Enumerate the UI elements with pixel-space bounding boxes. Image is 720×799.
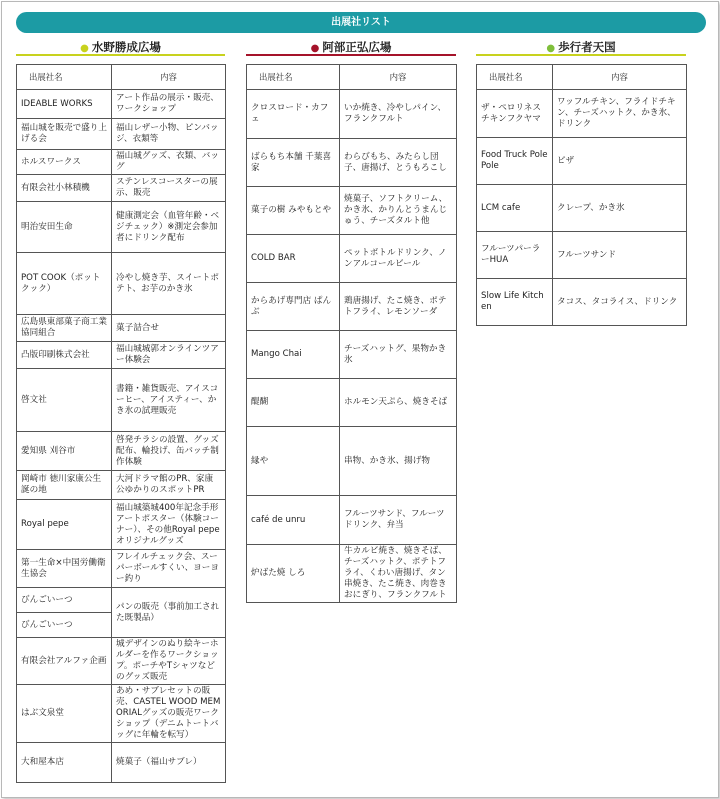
exhibitor-name: からあげ専門店 ぱんぶ [247, 283, 340, 331]
exhibitor-name: IDEABLE WORKS [17, 90, 112, 119]
exhibitor-name: 凸版印刷株式会社 [17, 342, 112, 369]
exhibitor-name: LCM cafe [477, 185, 553, 232]
exhibitor-name: POT COOK（ポット クック） [17, 253, 112, 315]
table-row [17, 369, 226, 432]
exhibit-content: あめ・サブレセットの販売、CASTEL WOOD MEMORIALグッズの販売ワークショップ（デニムトートバッグに年輪を転写） [112, 685, 226, 743]
exhibit-content: 城デザインのぬり絵キーホルダーを作るワークショップ。ポーチやTシャツなどのグッズ販売 [112, 638, 226, 685]
bullet-dot-icon: ● [546, 43, 556, 54]
exhibitor-name: 炉ばた焼 しろ [247, 545, 340, 603]
exhibitor-name: 菓子の樹 みやもとや [247, 187, 340, 235]
exhibit-content: 串物、かき氷、揚げ物 [340, 427, 457, 496]
table-row [17, 175, 226, 202]
exhibit-content: ペットボトルドリンク、ノンアルコールビール [340, 235, 457, 283]
exhibitor-name: Slow Life Kitchen [477, 279, 553, 326]
table-row [17, 432, 226, 471]
table-row [247, 187, 457, 235]
table-row [477, 90, 687, 138]
exhibit-content: パンの販売（事前加工された既製品） [112, 588, 226, 638]
exhibit-content: 福山レザー小物、ピンバッジ、衣類等 [112, 119, 226, 150]
exhibitor-name: ばらもち本舗 千葉喜家 [247, 139, 340, 187]
exhibitor-name: 有限会社小林積機 [17, 175, 112, 202]
exhibit-content: 牛カルビ焼き、焼きそば、チーズハットク、ポテトフライ、くわい唐揚げ、タン串焼き、たこ焼き、肉巻きおにぎり、フランクフルト [340, 545, 457, 603]
area-column-pedestrian [476, 39, 686, 326]
heading-underline [476, 54, 686, 56]
exhibitor-name: 縁や [247, 427, 340, 496]
table-row [247, 427, 457, 496]
exhibit-content: 冷やし焼き芋、スイートポテト、お芋のかき氷 [112, 253, 226, 315]
exhibit-content: 焼菓子（福山サブレ） [112, 743, 226, 783]
header-exhibitor-name: 出展社名 [247, 65, 340, 90]
exhibitor-name: Mango Chai [247, 331, 340, 379]
exhibitor-name: 広島県東部菓子商工業協同組合 [17, 315, 112, 342]
exhibitor-name: 福山城を販売で盛り上げる会 [17, 119, 112, 150]
exhibit-content: フルーツサンド、フルーツドリンク、弁当 [340, 496, 457, 545]
exhibitor-name: 有限会社アルファ企画 [17, 638, 112, 685]
exhibit-content: ホルモン天ぷら、焼きそば [340, 379, 457, 427]
table-row [247, 235, 457, 283]
exhibitor-name: ホルスワークス [17, 150, 112, 175]
exhibitor-name: Food Truck Pole Pole [477, 138, 553, 185]
area-name: 阿部正弘広場 [322, 40, 392, 54]
exhibit-content: 書籍・雑貨販売、アイスコーヒー、アイスティー、かき氷の試理販売 [112, 369, 226, 432]
exhibit-content: チーズハットグ、果物かき氷 [340, 331, 457, 379]
exhibitor-name: はぶ文泉堂 [17, 685, 112, 743]
table-row [17, 119, 226, 150]
exhibitor-name: びんごいーつ [17, 613, 112, 638]
exhibitor-name: 明治安田生命 [17, 202, 112, 253]
header-exhibitor-name: 出展社名 [17, 65, 112, 90]
table-row [247, 496, 457, 545]
exhibit-content: 福山城築城400年記念手形アートポスター（体験コーナー）、その他Royal pepeオリジナルグッズ [112, 500, 226, 550]
exhibitor-name: フルーツパーラーHUA [477, 232, 553, 279]
exhibit-content: タコス、タコライス、ドリンク [553, 279, 687, 326]
heading-underline [16, 54, 225, 56]
exhibit-content: 健康測定会（血管年齢・ベジチェック）※測定会参加者にドリンク配布 [112, 202, 226, 253]
table-row [247, 90, 457, 139]
exhibitor-name: 岡崎市 徳川家康公生誕の地 [17, 471, 112, 500]
exhibit-content: ワッフルチキン、フライドチキン、チーズハットク、かき氷、ドリンク [553, 90, 687, 138]
list-title-banner: 出展社リスト [16, 12, 706, 33]
table-row [247, 545, 457, 603]
table-row [17, 550, 226, 588]
table-row [17, 588, 226, 613]
exhibit-content: 菓子詰合せ [112, 315, 226, 342]
table-row [247, 139, 457, 187]
table-row [17, 471, 226, 500]
table-row [17, 500, 226, 550]
header-exhibitor-name: 出展社名 [477, 65, 553, 90]
header-content: 内容 [553, 65, 687, 90]
table-row [17, 342, 226, 369]
exhibit-content: 啓発チラシの設置、グッズ配布、輪投げ、缶バッチ制作体験 [112, 432, 226, 471]
exhibitor-name: ザ・ペロリネスチキンフクヤマ [477, 90, 553, 138]
exhibit-content: ピザ [553, 138, 687, 185]
exhibitor-name: びんごいーつ [17, 588, 112, 613]
area-name: 歩行者天国 [558, 40, 616, 54]
exhibitor-name: 醍醐 [247, 379, 340, 427]
exhibit-content: フレイルチェック会、スーパーボールすくい、ヨーヨー釣り [112, 550, 226, 588]
table-row [17, 202, 226, 253]
table-row [17, 638, 226, 685]
exhibit-content: 福山城グッズ、衣類、バッグ [112, 150, 226, 175]
exhibit-content: 福山城城郭オンラインツアー体験会 [112, 342, 226, 369]
table-row [17, 253, 226, 315]
table-row [477, 279, 687, 326]
table-row [17, 685, 226, 743]
exhibit-content: わらびもち、みたらし団子、唐揚げ、とうもろこし [340, 139, 457, 187]
table-row [17, 315, 226, 342]
area-column-mizuno [16, 39, 225, 783]
table-row [17, 90, 226, 119]
exhibitor-name: COLD BAR [247, 235, 340, 283]
exhibitor-name: 第一生命×中国労働衛生協会 [17, 550, 112, 588]
exhibit-content: フルーツサンド [553, 232, 687, 279]
table-row [17, 743, 226, 783]
area-heading [476, 39, 686, 59]
exhibitor-table [16, 64, 226, 783]
header-content: 内容 [112, 65, 226, 90]
exhibitor-name: café de unru [247, 496, 340, 545]
exhibitor-name: 大和屋本店 [17, 743, 112, 783]
area-heading [16, 39, 225, 59]
header-content: 内容 [340, 65, 457, 90]
exhibit-content: クレープ、かき氷 [553, 185, 687, 232]
heading-underline [246, 54, 456, 56]
bullet-dot-icon: ● [310, 43, 320, 54]
table-row [247, 283, 457, 331]
exhibit-content: アート作品の展示・販売、ワークショップ [112, 90, 226, 119]
table-row [477, 232, 687, 279]
bullet-dot-icon: ● [80, 43, 89, 54]
exhibitor-name: Royal pepe [17, 500, 112, 550]
area-name: 水野勝成広場 [91, 40, 161, 54]
exhibit-content: 焼菓子、ソフトクリーム、かき氷、かりんとうまんじゅう、チーズタルト他 [340, 187, 457, 235]
exhibitor-table [246, 64, 457, 603]
table-row [17, 150, 226, 175]
exhibitor-name: 愛知県 刈谷市 [17, 432, 112, 471]
area-column-abe [246, 39, 456, 603]
exhibit-content: いか焼き、冷やしパイン、フランクフルト [340, 90, 457, 139]
exhibitor-name: 啓文社 [17, 369, 112, 432]
area-heading [246, 39, 456, 59]
table-row [477, 185, 687, 232]
exhibit-content: 鶏唐揚げ、たこ焼き、ポテトフライ、レモンソーダ [340, 283, 457, 331]
exhibitor-table [476, 64, 687, 326]
exhibit-content: ステンレスコースターの展示、販売 [112, 175, 226, 202]
table-row [477, 138, 687, 185]
table-row [247, 331, 457, 379]
exhibitor-name: クロスロード・カフェ [247, 90, 340, 139]
table-row [247, 379, 457, 427]
exhibit-content: 大河ドラマ館のPR、家康公ゆかりのスポットPR [112, 471, 226, 500]
